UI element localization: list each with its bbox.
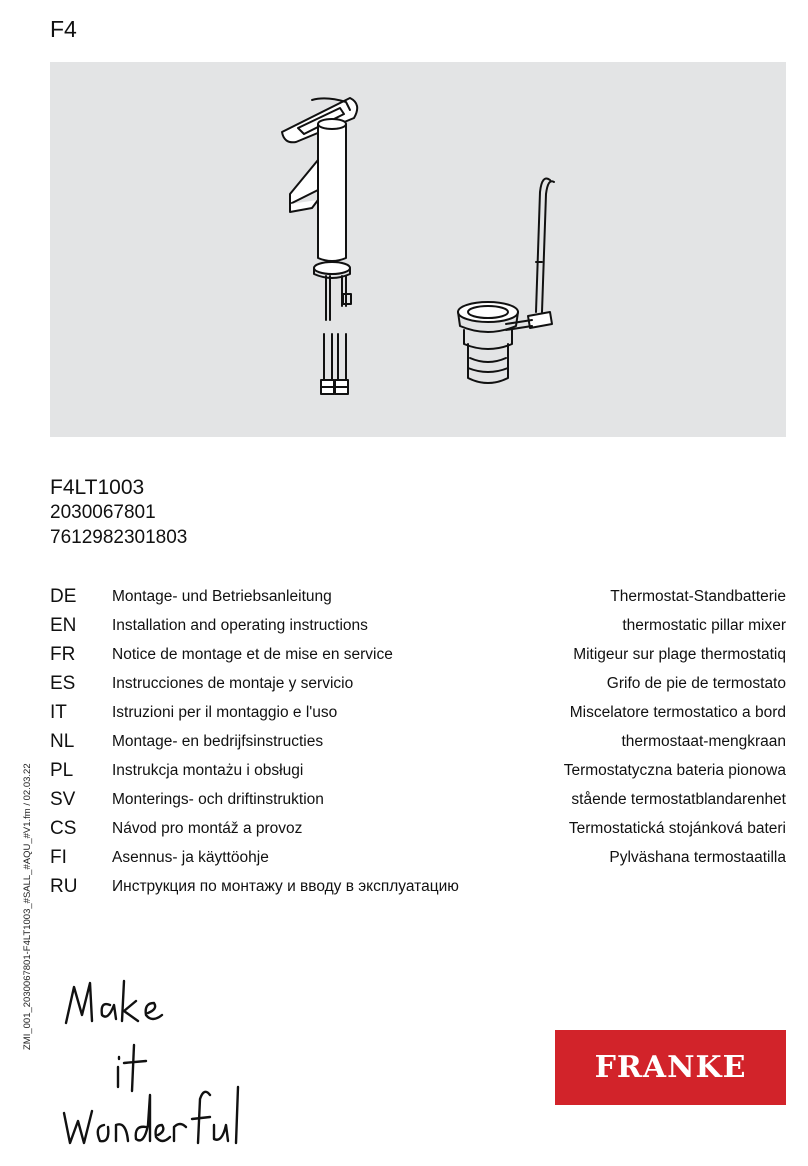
document-title: Návod pro montáž a provoz xyxy=(112,820,303,837)
model-number: F4LT1003 xyxy=(50,476,145,499)
product-illustration xyxy=(50,62,786,437)
faucet-body xyxy=(290,119,351,394)
franke-logo xyxy=(555,1030,786,1105)
drain-waste xyxy=(458,179,554,384)
product-name: Grifo de pie de termostato xyxy=(606,675,786,692)
series-title: F4 xyxy=(50,16,77,42)
brand-name: FRANKE xyxy=(594,1050,747,1085)
language-row xyxy=(50,876,786,905)
product-name: thermostatic pillar mixer xyxy=(622,617,786,634)
product-name: Miscelatore termostatico a bord xyxy=(569,704,786,721)
language-row xyxy=(50,847,786,876)
language-code: EN xyxy=(50,615,77,636)
document-title: Instrucciones de montaje y servicio xyxy=(112,675,354,692)
language-code: SV xyxy=(50,789,76,810)
product-name: Mitigeur sur plage thermostatiq xyxy=(573,646,786,663)
language-code: CS xyxy=(50,818,77,839)
document-reference: ZMI_001_2030067801-F4LT1003_#SALL_#AQU_#V1.fm / 02.03.22 xyxy=(22,763,33,1050)
language-row xyxy=(50,760,786,789)
language-code: NL xyxy=(50,731,75,752)
language-code: DE xyxy=(50,586,77,607)
language-row xyxy=(50,818,786,847)
make-it-wonderful-logo xyxy=(62,975,252,1160)
language-code: RU xyxy=(50,876,78,897)
document-title: Installation and operating instructions xyxy=(112,617,368,634)
product-name: Thermostat-Standbatterie xyxy=(610,588,786,605)
document-title: Asennus- ja käyttöohje xyxy=(112,849,269,866)
language-row xyxy=(50,644,786,673)
faucet-and-drain-drawing xyxy=(50,62,786,437)
language-code: FI xyxy=(50,847,67,868)
language-row xyxy=(50,702,786,731)
document-title: Инструкция по монтажу и вводу в эксплуатацию xyxy=(112,878,459,895)
language-code: FR xyxy=(50,644,76,665)
product-name: stående termostatblandarenhet xyxy=(571,791,786,808)
document-title: Instrukcja montażu i obsługi xyxy=(112,762,304,779)
ean-code: 7612982301803 xyxy=(50,527,188,548)
article-number: 2030067801 xyxy=(50,502,156,523)
language-row xyxy=(50,673,786,702)
product-name: Termostatyczna bateria pionowa xyxy=(563,762,786,779)
language-row xyxy=(50,731,786,760)
language-row xyxy=(50,586,786,615)
product-name: Termostatická stojánková bateri xyxy=(568,820,786,837)
language-row xyxy=(50,615,786,644)
product-name: Pylväshana termostaatilla xyxy=(609,849,786,866)
product-name: thermostaat-mengkraan xyxy=(621,733,786,750)
document-title: Montage- en bedrijfsinstructies xyxy=(112,733,324,750)
language-row xyxy=(50,789,786,818)
document-title: Istruzioni per il montaggio e l'uso xyxy=(112,704,338,721)
document-title: Monterings- och driftinstruktion xyxy=(112,791,324,808)
language-code: PL xyxy=(50,760,74,781)
document-title: Montage- und Betriebsanleitung xyxy=(112,588,332,605)
language-code: ES xyxy=(50,673,76,694)
document-title: Notice de montage et de mise en service xyxy=(112,646,393,663)
language-code: IT xyxy=(50,702,67,723)
language-list xyxy=(50,586,786,905)
